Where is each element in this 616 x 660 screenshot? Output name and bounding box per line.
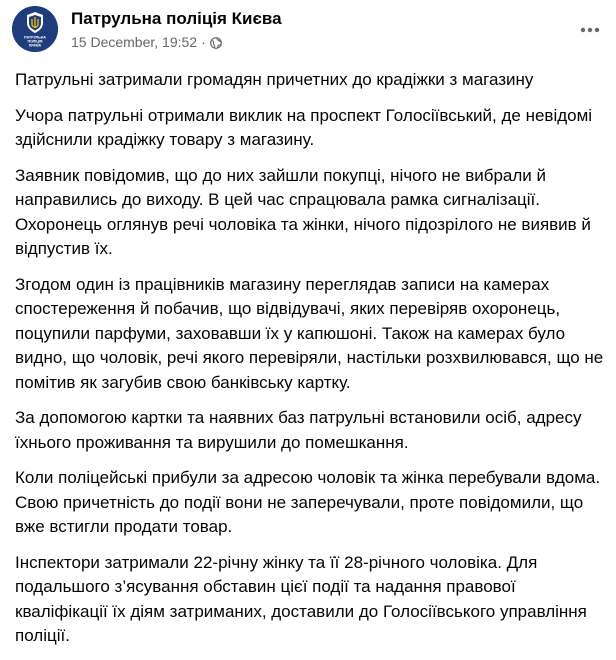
post-paragraph: Згодом один із працівників магазину переглядав записи на камерах спостереження й побачив, що відвідувачі, яких перевіряв охоронець, поцупили парфуми, заховавши їх у капюшоні. Також на камерах було видно, що чоловік, речі якого перевіряли, настільки розхвилювався, що не помітив як загубив свою банківську картку. <box>15 274 604 392</box>
page-name-link[interactable]: Патрульна поліція Києва <box>71 9 282 28</box>
post-meta <box>71 34 222 50</box>
post-paragraph: За допомогою картки та наявних баз патрульні встановили осіб, адресу їхнього проживання та вирушили до помешкання. <box>15 408 582 452</box>
svg-text:ПОЛІЦІЯ: ПОЛІЦІЯ <box>27 39 43 44</box>
police-emblem-icon <box>12 6 58 52</box>
avatar[interactable] <box>12 6 58 52</box>
post-paragraph: Учора патрульні отримали виклик на проспект Голосіївський, де невідомі здійснили крадіжку товару з магазину. <box>15 105 593 149</box>
post-paragraph: Інспектори затримали 22-річну жінку та її 28-річного чоловіка. Для подальшого з’ясування обставин цієї події та надання правової кваліфікації їх діям затриманих, доставили до Голосіївського управління поліції. <box>15 552 587 645</box>
post-paragraph: Коли поліцейські прибули за адресою чоловік та жінка перебували вдома. Свою причетність до події вони не заперечували, проте повідомили, що вже встигли продати товар. <box>15 468 601 536</box>
svg-text:КИЄВА: КИЄВА <box>28 43 42 48</box>
post-header <box>12 6 604 54</box>
post-timestamp[interactable]: 15 December, 19:52 <box>71 34 198 50</box>
meta-separator: · <box>201 34 206 50</box>
post-body <box>15 68 605 660</box>
post-title-paragraph: Патрульні затримали громадян причетних до крадіжки з магазину <box>15 70 534 89</box>
globe-icon[interactable] <box>210 36 222 48</box>
more-horizontal-icon <box>580 27 600 33</box>
more-options-button[interactable] <box>578 20 602 40</box>
svg-text:ПАТРУЛЬНА: ПАТРУЛЬНА <box>24 35 46 40</box>
post-paragraph: Заявник повідомив, що до них зайшли покупці, нічого не вибрали й направились до виходу. В цей час спрацювала рамка сигналізації. Охоронець оглянув речі чоловіка та жінки, нічого підозрілого не виявив й відпустив їх. <box>15 165 591 258</box>
